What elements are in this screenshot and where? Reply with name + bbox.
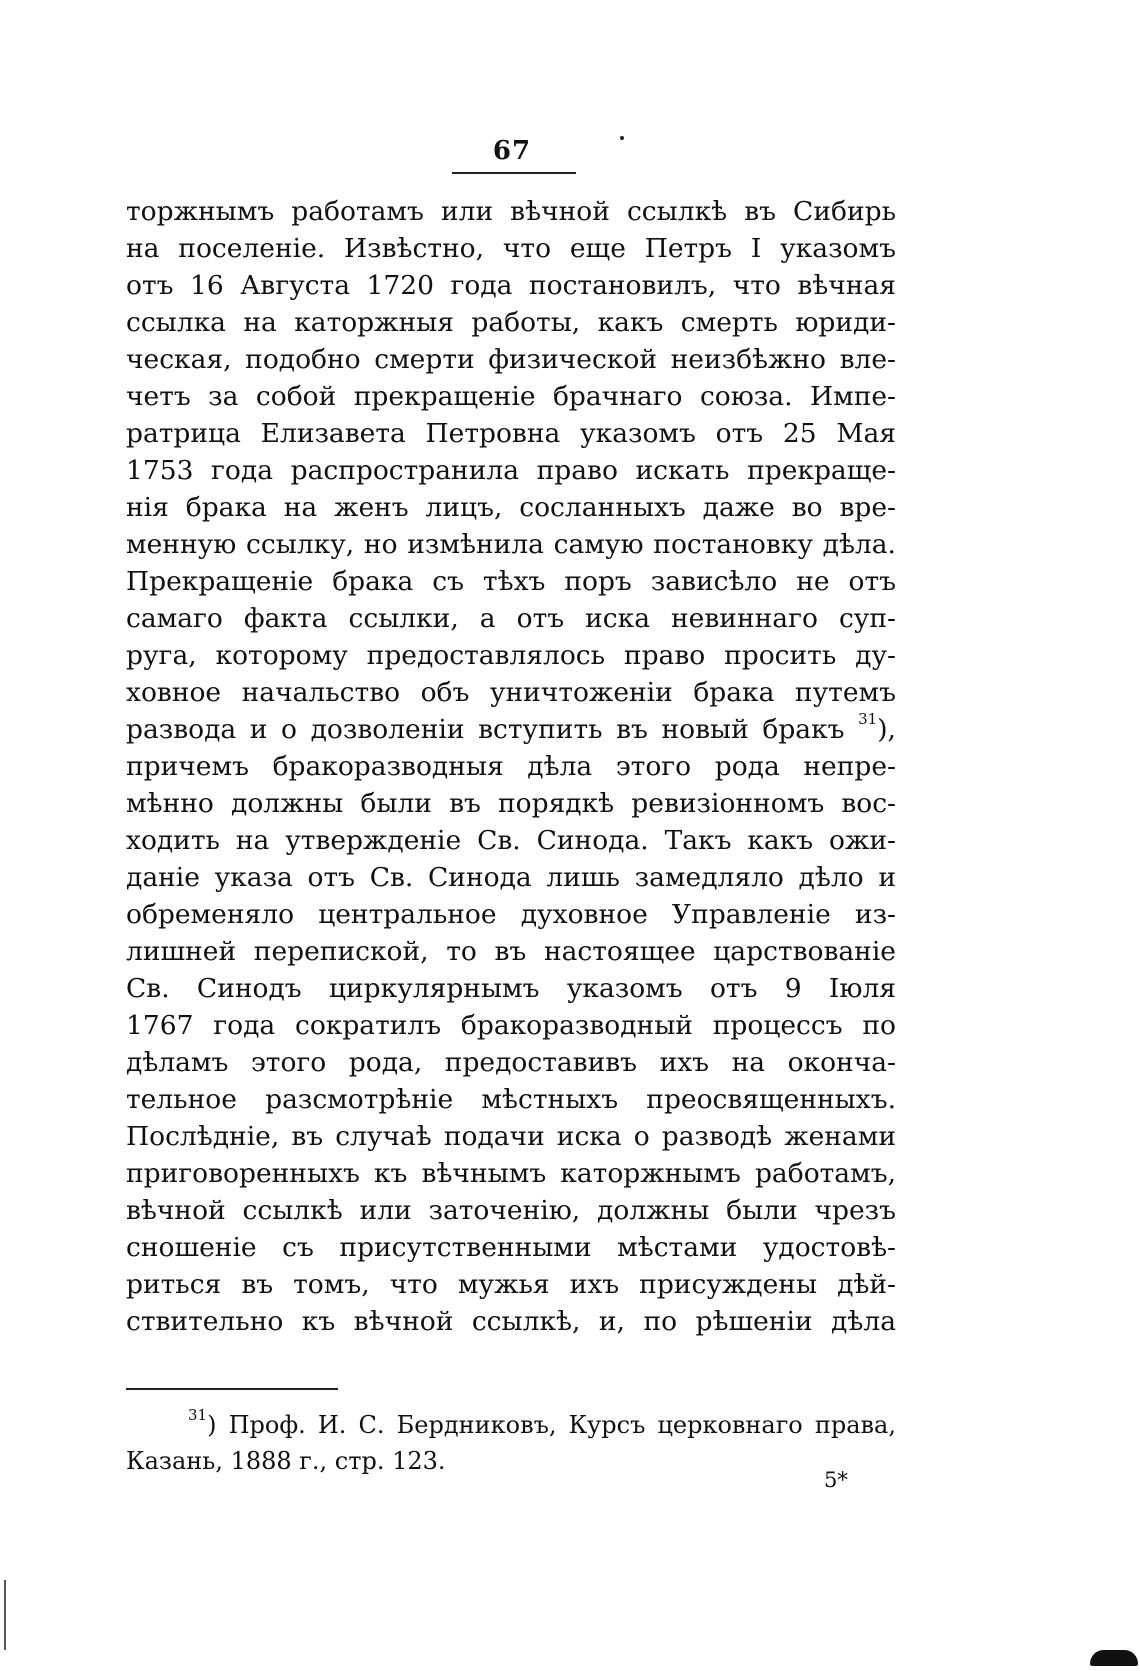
body-line: мѣнно должны были въ порядкѣ ревизіонномъ вос- [126, 788, 896, 819]
footnote-rule [126, 1388, 338, 1390]
body-line: дѣламъ этого рода, предоставивъ ихъ на оконча- [126, 1047, 896, 1078]
body-line: причемъ бракоразводныя дѣла этого рода непре- [126, 751, 896, 782]
body-line: самаго факта ссылки, а отъ иска невиннаго суп- [126, 603, 896, 634]
body-line: нія брака на женъ лицъ, сосланныхъ даже во вре- [126, 492, 896, 523]
body-line: ратрица Елизавета Петровна указомъ отъ 25 Мая [126, 418, 896, 449]
header-dot [620, 136, 624, 140]
signature-mark: 5* [824, 1468, 848, 1492]
body-line: даніе указа отъ Св. Синода лишь замедляло дѣло и [126, 862, 896, 893]
body-text [126, 193, 896, 1340]
body-line: сношеніе съ присутственными мѣстами удостовѣ- [126, 1232, 896, 1263]
body-line: Прекращеніе брака съ тѣхъ поръ зависѣло не отъ [126, 566, 896, 597]
body-line: 1753 года распространила право искать прекраще- [126, 455, 896, 486]
body-line: тельное разсмотрѣніе мѣстныхъ преосвященныхъ. [126, 1084, 896, 1115]
footnote-line: Казань, 1888 г., стр. 123. [126, 1447, 446, 1475]
body-line: ховное начальство объ уничтоженіи брака путемъ [126, 677, 896, 708]
body-line: лишней перепиской, то въ настоящее царствованіе [126, 936, 896, 967]
reference-closing: ) [877, 714, 888, 745]
body-line: вѣчной ссылкѣ или заточенію, должны были чрезъ [126, 1195, 896, 1226]
body-line: риться въ томъ, что мужья ихъ присуждены дѣй- [126, 1269, 896, 1300]
footnote-marker: 31 [188, 1406, 208, 1424]
body-line: руга, которому предоставлялось право просить ду- [126, 640, 896, 671]
body-line: ссылка на каторжныя работы, какъ смерть юриди- [126, 307, 896, 338]
body-line-with-reference: развода и о дозволеніи вступить въ новый бракъ $^{31}$), [126, 711, 896, 745]
body-line: Послѣдніе, въ случаѣ подачи иска о разводѣ женами [126, 1121, 896, 1152]
scan-edge-mark [4, 1580, 6, 1650]
body-line-text: развода и о дозволеніи вступить въ новый бракъ [126, 714, 845, 745]
body-line: торжнымъ работамъ или вѣчной ссылкѣ въ Сибирь [126, 196, 896, 227]
footnote-line [126, 1407, 896, 1443]
body-line: отъ 16 Августа 1720 года постановилъ, что вѣчная [126, 270, 896, 301]
scan-blot-mark [1090, 1650, 1138, 1666]
body-line: Св. Синодъ циркулярнымъ указомъ отъ 9 Іюля [126, 973, 896, 1004]
page-number: 67 [492, 136, 532, 166]
body-line: обременяло центральное духовное Управленіе из- [126, 899, 896, 930]
body-line: менную ссылку, но измѣнила самую постановку дѣла. [126, 529, 896, 560]
body-line: ходить на утвержденіе Св. Синода. Такъ какъ ожи- [126, 825, 896, 856]
footnote-marker-closing: ) [207, 1411, 217, 1439]
body-line: четъ за собой прекращеніе брачнаго союза. Импе- [126, 381, 896, 412]
body-line: ствительно къ вѣчной ссылкѣ, и, по рѣшеніи дѣла [126, 1306, 896, 1337]
footnote [126, 1407, 896, 1479]
header-rule [452, 172, 576, 174]
body-line: ческая, подобно смерти физической неизбѣжно вле- [126, 344, 896, 375]
body-line: приговоренныхъ къ вѣчнымъ каторжнымъ работамъ, [126, 1158, 896, 1189]
footnote-text: Проф. И. С. Бердниковъ, Курсъ церковнаго права, [228, 1411, 896, 1439]
body-line: 1767 года сократилъ бракоразводный процессъ по [126, 1010, 896, 1041]
body-line: на поселеніе. Извѣстно, что еще Петръ I указомъ [126, 233, 896, 264]
footnote-reference[interactable]: 31 [858, 711, 878, 728]
